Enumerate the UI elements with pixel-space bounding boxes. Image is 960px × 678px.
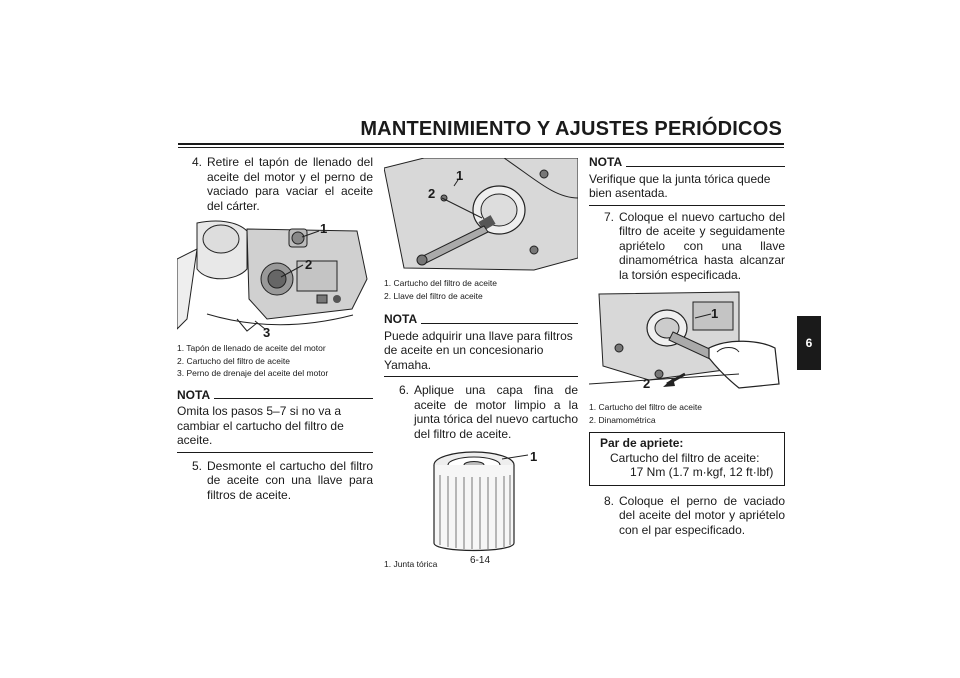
caption: 2. Dinamométrica [589,414,656,425]
nota-rule [214,398,373,399]
figure-captions [177,342,373,380]
page-title: MANTENIMIENTO Y AJUSTES PERIÓDICOS [360,118,782,140]
spec-item: Cartucho del filtro de aceite: [610,450,760,465]
step-text: Retire el tapón de llenado del aceite del motor y el perno de vaciado para vaciar el aceite del cárter. [207,155,373,213]
step-text: Desmonte el cartucho del filtro de aceite con una llave para filtros de aceite. [207,458,373,502]
step-number: 6. [398,383,409,397]
callout-3: 3 [263,325,271,339]
torque-spec-box [589,432,785,486]
nota-label: NOTA [384,312,418,326]
column-left [177,155,373,502]
callout-2: 2 [428,186,436,201]
figure-captions [384,277,578,302]
figure-captions [589,401,785,426]
step-5 [177,459,373,503]
nota-label: NOTA [589,155,623,169]
filter-wrench-figure [384,158,578,274]
caption: 1. Cartucho del filtro de aceite [384,278,497,288]
caption: 2. Cartucho del filtro de aceite [177,355,290,366]
engine-figure [177,219,373,339]
nota-box [589,155,785,206]
caption: 1. Tapón de llenado de aceite del motor [177,343,326,353]
callout-1: 1 [530,449,538,464]
spec-title: Par de apriete: [600,436,684,450]
step-text: Coloque el nuevo cartucho del filtro de aceite y seguidamente apriételo con una llave dinamométrica hasta alcanzar la torsión especificada. [619,209,785,282]
torque-wrench-figure [589,288,785,398]
nota-box [384,312,578,377]
caption: 1. Junta tórica [384,559,438,569]
column-middle [384,158,578,571]
chapter-tab: 6 [797,316,821,370]
step-number: 8. [603,493,614,508]
callout-2: 2 [643,376,651,391]
spec-value: 17 Nm (1.7 m·kgf, 12 ft·lbf) [630,465,774,479]
step-7 [589,210,785,283]
caption: 2. Llave del filtro de aceite [384,290,483,301]
page-number: 6-14 [470,555,491,566]
nota-box [177,388,373,453]
step-6 [384,383,578,441]
callout-1: 1 [711,306,719,321]
nota-rule [421,323,578,324]
nota-text: Puede adquirir una llave para filtros de aceite en un concesionario Yamaha. [384,327,578,378]
nota-text: Omita los pasos 5–7 si no va a cambiar el cartucho del filtro de aceite. [177,402,373,453]
step-8 [589,494,785,538]
oil-filter-figure [384,445,578,555]
callout-2: 2 [305,257,313,272]
step-text: Aplique una capa fina de aceite de motor limpio a la junta tórica del nuevo cartucho del filtro de aceite. [414,383,578,441]
column-right [589,155,785,537]
step-number: 7. [603,209,614,224]
step-text: Coloque el perno de vaciado del aceite del motor y apriételo con el par especificado. [619,493,785,537]
step-number: 5. [191,458,202,473]
header-rule-thin [178,147,784,148]
caption: 1. Cartucho del filtro de aceite [589,402,702,412]
caption: 3. Perno de drenaje del aceite del motor [177,368,329,378]
step-number: 4. [191,155,202,169]
step-4 [177,155,373,213]
callout-1: 1 [320,221,328,236]
nota-label: NOTA [177,387,211,402]
header-rule [178,143,784,145]
nota-text: Verifique que la junta tórica quede bien asentada. [589,170,785,206]
callout-1: 1 [456,168,464,183]
nota-rule [626,166,785,167]
